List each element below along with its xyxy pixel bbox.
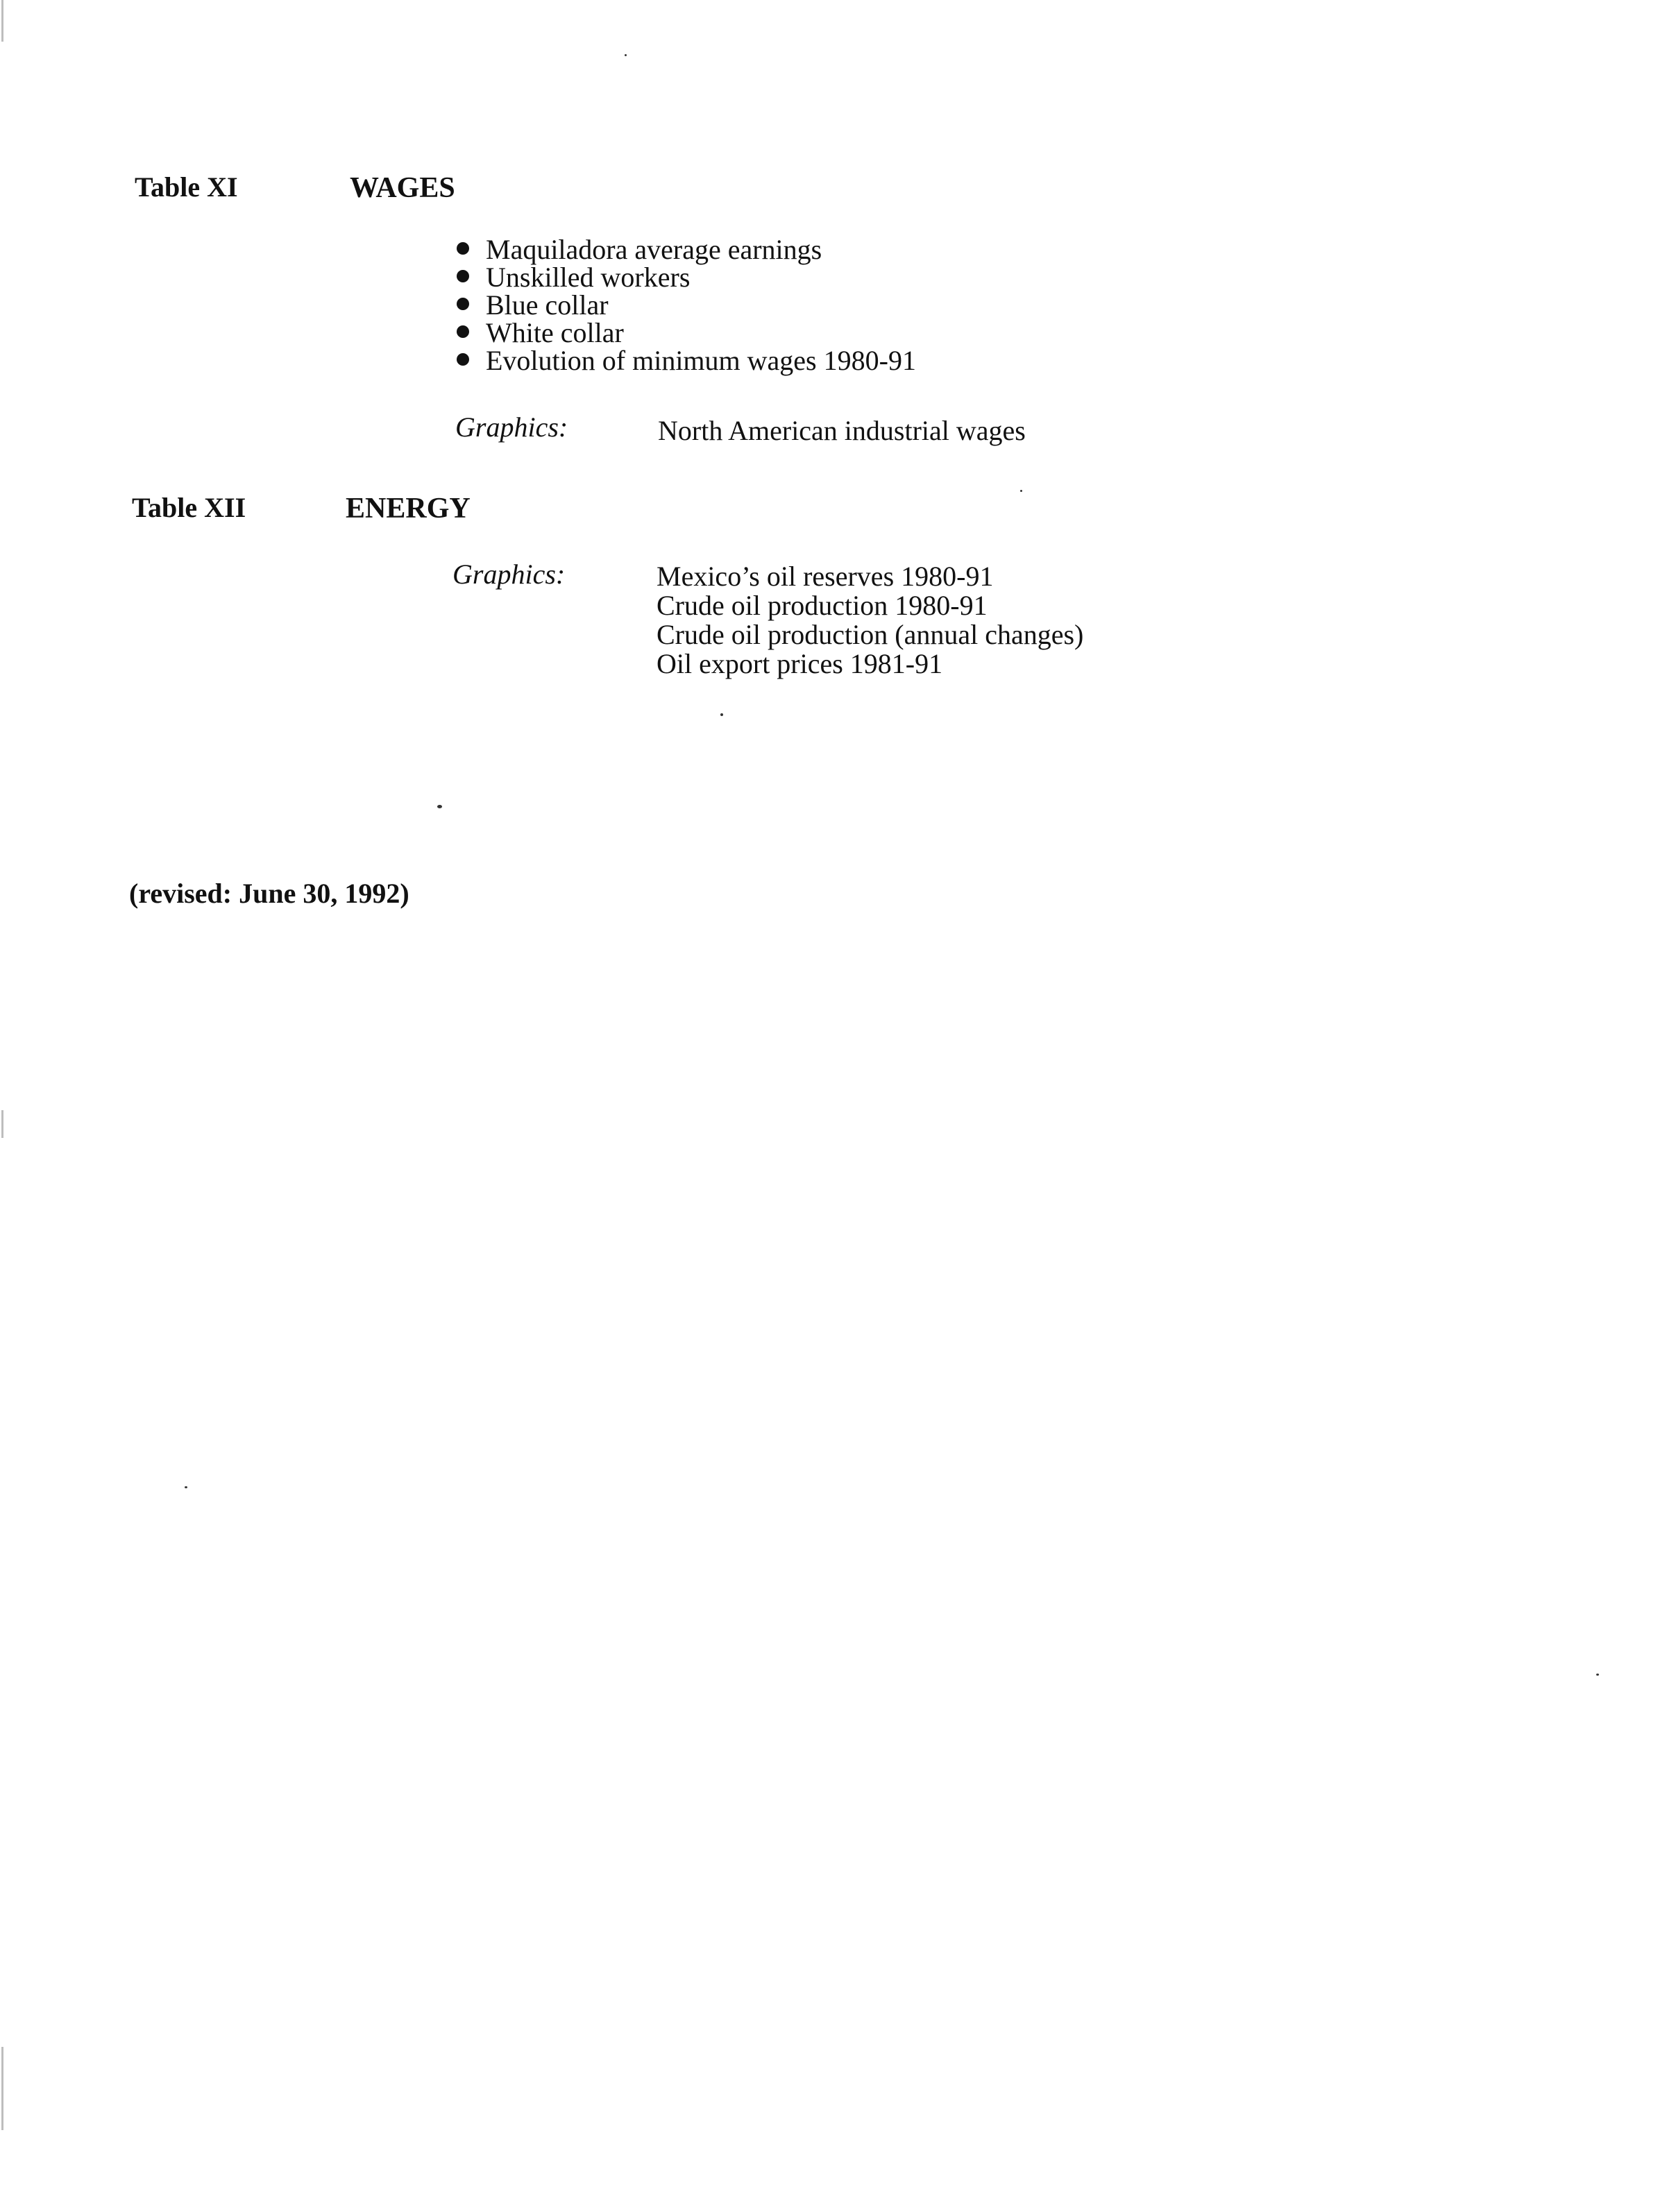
wages-bullet-list [452, 236, 916, 375]
revision-note: (revised: June 30, 1992) [129, 878, 409, 909]
list-item: Evolution of minimum wages 1980-91 [452, 347, 916, 375]
graphics-item: Crude oil production 1980-91 [657, 590, 988, 621]
scan-speck [437, 805, 442, 808]
wages-section-title: WAGES [350, 172, 455, 204]
scan-edge-mark [1, 1110, 3, 1138]
scan-edge-mark [1, 2047, 3, 2130]
scan-speck [720, 713, 723, 716]
list-item: Maquiladora average earnings [452, 236, 916, 264]
graphics-item: Crude oil production (annual changes) [657, 619, 1084, 650]
list-item: White collar [452, 319, 916, 347]
list-item: Blue collar [452, 291, 916, 319]
scan-edge-mark [1, 0, 3, 42]
wages-graphics-label: Graphics: [455, 411, 568, 443]
graphics-item: North American industrial wages [658, 415, 1026, 446]
list-item: Unskilled workers [452, 264, 916, 291]
energy-graphics-list [657, 562, 1083, 679]
scan-speck [1020, 490, 1022, 492]
wages-graphics-list [658, 416, 1026, 445]
scan-speck [185, 1486, 187, 1488]
table-xi-label: Table XI [135, 171, 238, 203]
energy-section-title: ENERGY [346, 493, 471, 525]
scan-speck [1596, 1674, 1599, 1676]
graphics-item: Mexico’s oil reserves 1980-91 [657, 561, 994, 592]
energy-graphics-label: Graphics: [452, 559, 566, 590]
table-xii-label: Table XII [132, 492, 246, 523]
graphics-item: Oil export prices 1981-91 [657, 648, 943, 679]
scan-speck [625, 54, 627, 56]
